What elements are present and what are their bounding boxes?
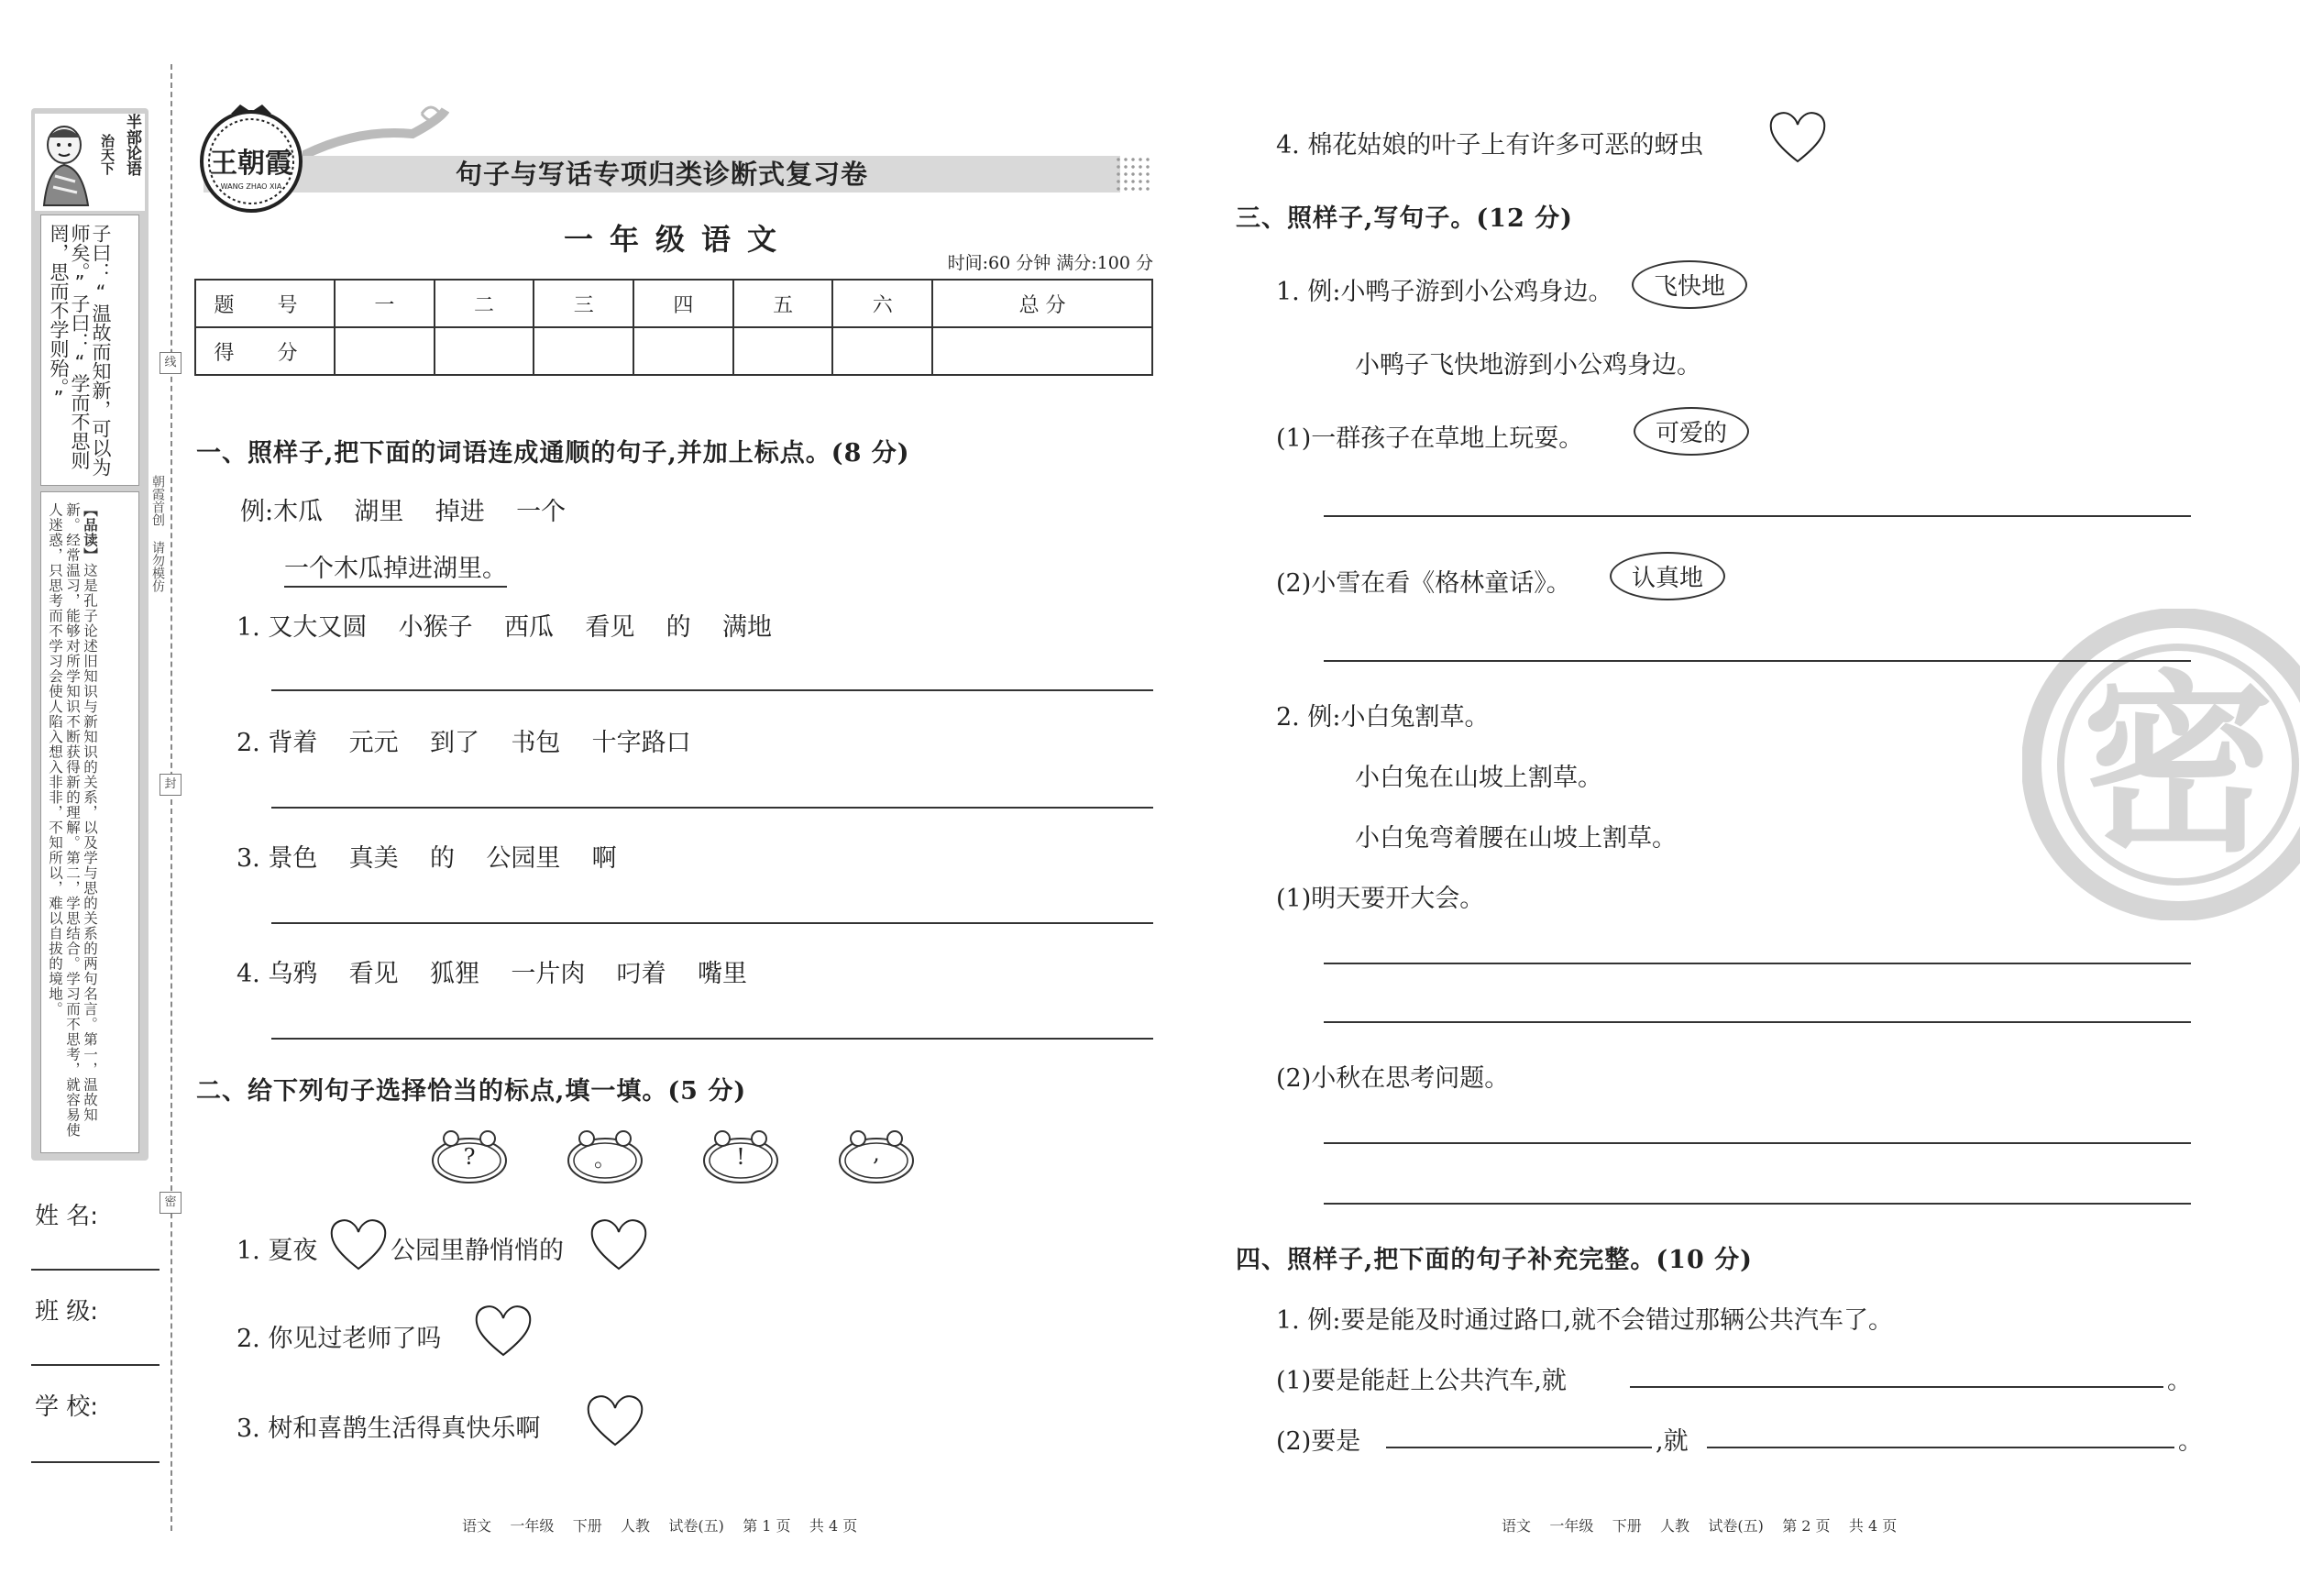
section2-item-2: 2. 你见过老师了吗	[237, 1325, 442, 1353]
hint-word-ellipse: 认真地	[1610, 552, 1725, 600]
answer-line-3-3a[interactable]	[1324, 963, 2191, 964]
logo-subtext: WANG ZHAO XIA	[220, 182, 282, 191]
fill-line-4-1[interactable]	[1630, 1386, 2163, 1388]
score-header-cell: 二	[435, 280, 534, 327]
heart-blank-icon[interactable]	[328, 1216, 389, 1272]
time-info: 时间:60 分钟 满分:100 分	[947, 253, 1153, 273]
section1-item-4: 4. 乌鸦 看见 狐狸 一片肉 叼着 嘴里	[237, 960, 747, 988]
section4-question-1: (1)要是能赶上公共汽车,就	[1276, 1367, 1567, 1395]
score-header-cell: 三	[534, 280, 633, 327]
heart-blank-icon[interactable]	[473, 1302, 534, 1359]
title-band-dots	[1115, 156, 1153, 193]
section2-item-3: 3. 树和喜鹊生活得真快乐啊	[237, 1414, 541, 1443]
answer-line-1-1[interactable]	[271, 689, 1153, 691]
score-cell[interactable]	[932, 327, 1152, 375]
heart-blank-icon[interactable]	[589, 1216, 649, 1272]
score-cell[interactable]	[534, 327, 633, 375]
score-cell[interactable]	[733, 327, 833, 375]
heart-blank-icon[interactable]	[585, 1392, 645, 1448]
score-header-row	[195, 280, 1152, 327]
section2-item-1a: 1. 夏夜	[237, 1237, 318, 1265]
section3-example-1-answer: 小鸭子飞快地游到小公鸡身边。	[1355, 351, 1701, 380]
section3-example-1: 1. 例:小鸭子游到小公鸡身边。	[1276, 278, 1613, 306]
fill-line-4-2a[interactable]	[1386, 1447, 1652, 1448]
answer-line-1-2[interactable]	[271, 807, 1153, 809]
score-cell[interactable]	[435, 327, 534, 375]
hint-word-ellipse: 可爱的	[1634, 407, 1749, 456]
brand-title: 半部论语	[123, 114, 141, 176]
name-field[interactable]	[31, 1269, 160, 1271]
section4-example: 1. 例:要是能及时通过路口,就不会错过那辆公共汽车了。	[1276, 1306, 1894, 1335]
cut-mark-mi: 密	[160, 1192, 182, 1214]
answer-line-1-4[interactable]	[271, 1038, 1153, 1040]
confucius-mascot-icon	[35, 117, 99, 209]
period-4-2: 。	[2178, 1427, 2203, 1456]
section4-question-2: (2)要是	[1276, 1427, 1361, 1456]
score-cell[interactable]	[633, 327, 733, 375]
score-header-cell: 四	[633, 280, 733, 327]
logo-text: 王朝霞	[210, 148, 292, 180]
period-4-1: 。	[2167, 1367, 2192, 1395]
section4-heading: 四、照样子,把下面的句子补充完整。(10 分)	[1236, 1246, 1753, 1274]
section3-example-2: 2. 例:小白兔割草。	[1276, 703, 1490, 732]
punctuation-question: ?	[463, 1144, 476, 1170]
cut-mark-xian: 线	[160, 352, 182, 374]
answer-line-3-4b[interactable]	[1324, 1203, 2191, 1205]
section1-example-words: 例:木瓜 湖里 掉进 一个	[240, 498, 567, 526]
answer-line-1-3[interactable]	[271, 922, 1153, 924]
score-table	[194, 279, 1153, 376]
score-cell[interactable]	[335, 327, 435, 375]
section4-question-2-mid: ,就	[1656, 1427, 1689, 1456]
fill-line-4-2b[interactable]	[1707, 1447, 2174, 1448]
page-title: 句子与写话专项归类诊断式复习卷	[455, 159, 868, 190]
section1-item-2: 2. 背着 元元 到了 书包 十字路口	[237, 729, 691, 757]
class-label: 班 级:	[35, 1298, 99, 1326]
school-field[interactable]	[31, 1461, 160, 1463]
punctuation-exclamation: !	[736, 1144, 745, 1170]
name-label: 姓 名:	[35, 1203, 99, 1230]
section3-question-1: (1)一群孩子在草地上玩耍。	[1276, 424, 1584, 453]
section2-heading: 二、给下列句子选择恰当的标点,填一填。(5 分)	[196, 1077, 747, 1106]
school-label: 学 校:	[35, 1393, 99, 1421]
section3-heading: 三、照样子,写句子。(12 分)	[1236, 204, 1573, 233]
hint-word-ellipse: 飞快地	[1632, 260, 1747, 309]
section3-example-2b: 小白兔弯着腰在山坡上割草。	[1355, 824, 1677, 853]
comment-text	[46, 502, 99, 1144]
answer-line-3-2[interactable]	[1324, 660, 2191, 662]
seal-text: 密	[2081, 654, 2275, 878]
section2-item-4: 4. 棉花姑娘的叶子上有许多可恶的蚜虫	[1276, 131, 1704, 160]
answer-line-3-1[interactable]	[1324, 515, 2191, 517]
seal-watermark-icon	[2022, 609, 2300, 920]
binding-note: 朝霞首创 请勿模仿	[150, 475, 165, 592]
punctuation-period: 。	[594, 1146, 616, 1172]
section3-example-2a: 小白兔在山坡上割草。	[1355, 764, 1602, 792]
cut-mark-feng: 封	[160, 774, 182, 796]
answer-line-3-3b[interactable]	[1324, 1021, 2191, 1023]
score-cell[interactable]	[832, 327, 932, 375]
brand-slogan: 治天下	[99, 134, 116, 175]
punctuation-comma: ,	[873, 1140, 880, 1166]
score-header-cell: 六	[832, 280, 932, 327]
section1-heading: 一、照样子,把下面的词语连成通顺的句子,并加上标点。(8 分)	[196, 439, 910, 468]
section1-example-answer: 一个木瓜掉进湖里。	[284, 548, 507, 588]
score-row	[195, 327, 1152, 375]
score-header-cell: 题 号	[195, 280, 335, 327]
footer-page-1: 语文 一年级 下册 人教 试卷(五) 第 1 页 共 4 页	[462, 1517, 858, 1535]
heart-blank-icon[interactable]	[1767, 108, 1828, 165]
subtitle: 一年级语文	[563, 222, 793, 257]
cut-line	[171, 64, 172, 1531]
section3-question-3: (1)明天要开大会。	[1276, 885, 1485, 913]
score-row-label: 得 分	[195, 327, 335, 375]
logo-badge-icon	[194, 101, 308, 215]
score-header-cell: 一	[335, 280, 435, 327]
answer-line-3-4a[interactable]	[1324, 1142, 2191, 1144]
score-header-cell: 总 分	[932, 280, 1152, 327]
section3-question-2: (2)小雪在看《格林童话》。	[1276, 569, 1571, 598]
class-field[interactable]	[31, 1364, 160, 1366]
comment-tag: 【品读】	[82, 502, 99, 563]
comment-body: 这是孔子论述旧知识与新知识的关系，以及学与思的关系的两句名言。第一，温故知新。经常温习，能够对所学知识不断获得新的理解。第二，学思结合。学习而不思考，就容易使人迷惑，只思考而不学习会使人陷入想入非非，不知所以，难以自拔的境地。	[47, 502, 98, 1138]
score-header-cell: 五	[733, 280, 833, 327]
section3-question-4: (2)小秋在思考问题。	[1276, 1064, 1510, 1093]
section1-item-1: 1. 又大又圆 小猴子 西瓜 看见 的 满地	[237, 613, 772, 642]
section2-item-1b: 公园里静悄悄的	[391, 1237, 564, 1265]
confucius-quote: 子曰：“温故而知新，可以为师矣。”子曰：“学而不思则罔，思而不学则殆。”	[48, 224, 112, 477]
footer-page-2: 语文 一年级 下册 人教 试卷(五) 第 2 页 共 4 页	[1502, 1517, 1898, 1535]
section1-item-3: 3. 景色 真美 的 公园里 啊	[237, 844, 617, 873]
